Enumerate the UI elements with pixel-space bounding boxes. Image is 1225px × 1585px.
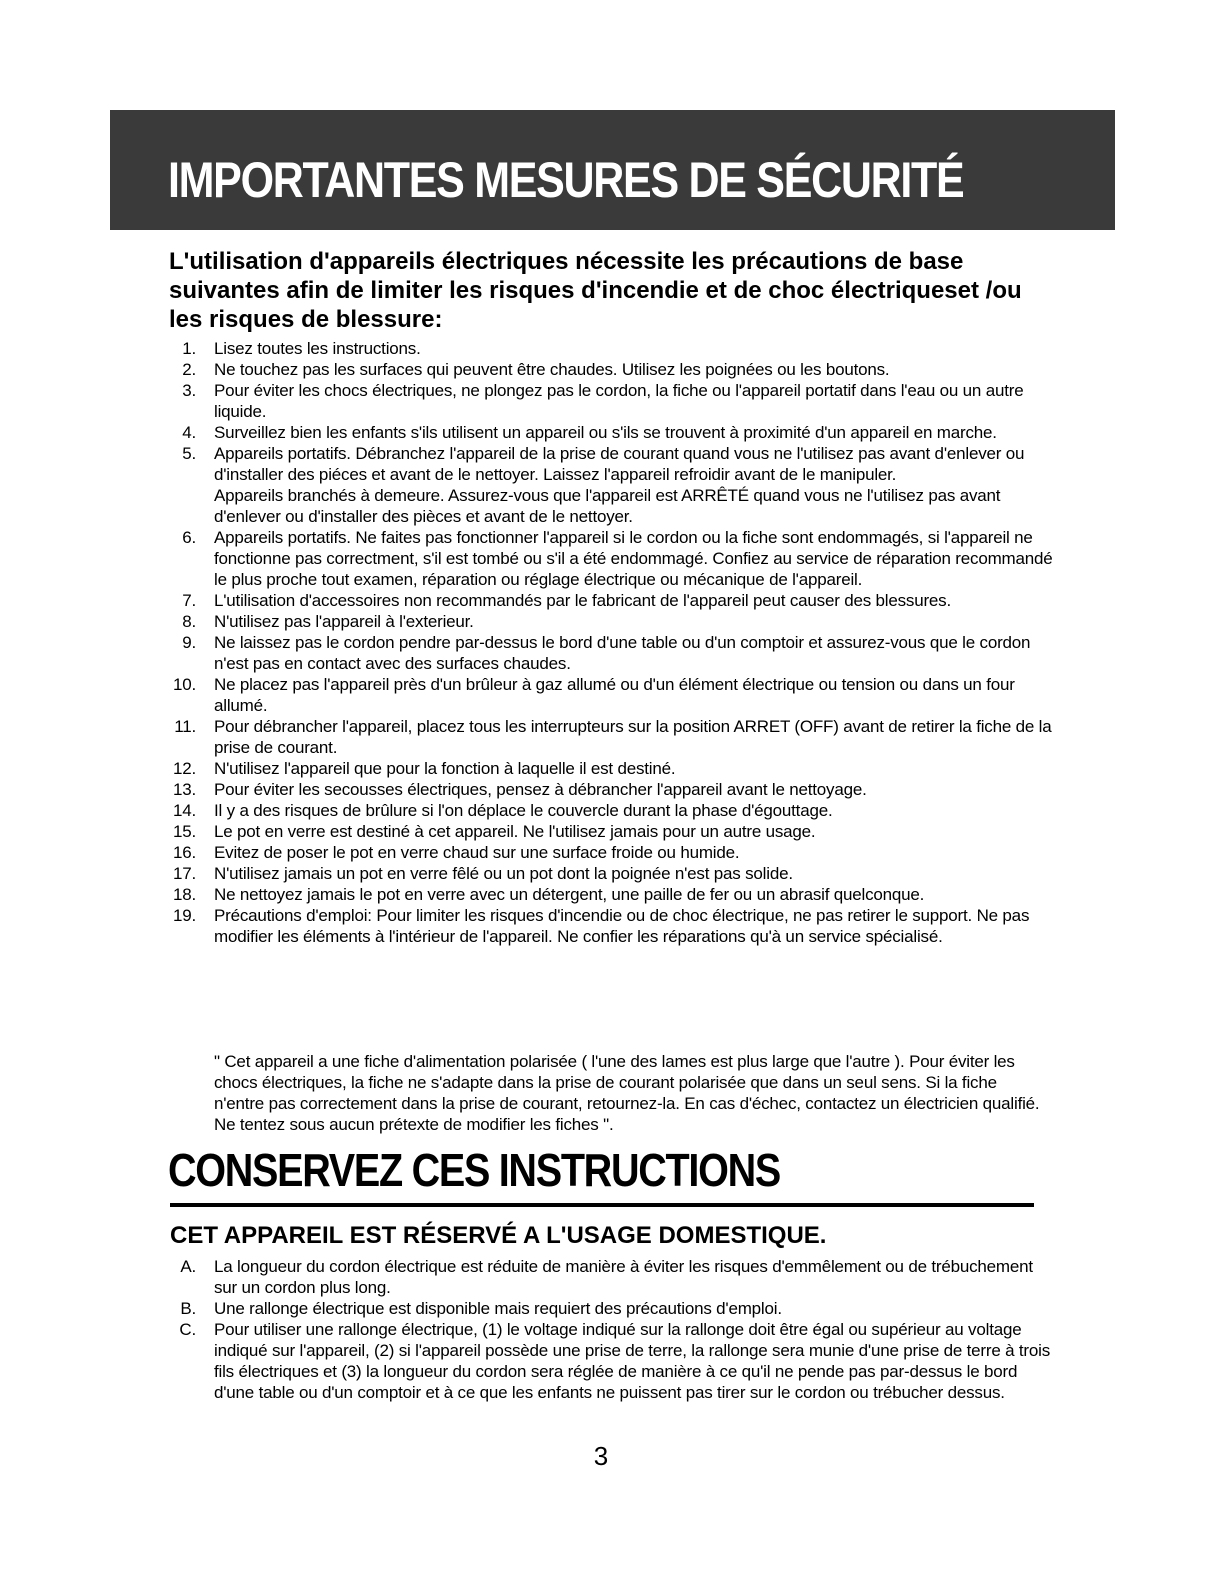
list-item — [160, 527, 1060, 590]
list-item-number: 11. — [174, 717, 196, 736]
list-item-number: 3. — [182, 381, 196, 400]
list-item-number: 12. — [172, 759, 196, 778]
list-item-text: Précautions d'emploi: Pour limiter les risques d'incendie ou de choc électrique, ne pas retirer le support. Ne pas modifier les éléments à l'intérieur de l'appareil. Ne confier les réparations qu'à un service spécialisé. — [214, 906, 1030, 946]
list-item-text: N'utilisez l'appareil que pour la fonction à laquelle il est destiné. — [214, 759, 676, 778]
list-item-number: 2. — [182, 360, 196, 379]
instructions-list — [160, 338, 1060, 947]
list-item-number: 10. — [172, 675, 196, 694]
list-item — [160, 884, 1060, 905]
title-banner — [110, 110, 1115, 230]
list-item-number: B. — [180, 1299, 196, 1318]
list-item-text: Surveillez bien les enfants s'ils utilisent un appareil ou s'ils se trouvent à proximité d'un appareil en marche. — [214, 423, 997, 442]
list-item-number: 17. — [172, 864, 196, 883]
list-item — [160, 1256, 1060, 1298]
list-item-number: 7. — [182, 591, 196, 610]
list-item-number: 19. — [172, 906, 196, 925]
list-item — [160, 443, 1060, 485]
list-item-number: 1. — [182, 339, 196, 358]
list-item — [160, 611, 1060, 632]
list-item-text: Le pot en verre est destiné à cet appareil. Ne l'utilisez jamais pour un autre usage. — [214, 822, 816, 841]
list-item-text: Appareils portatifs. Ne faites pas fonctionner l'appareil si le cordon ou la fiche sont endommagés, si l'appareil ne fonctionne pas correctment, s'il est tombé ou s'il a été endommagé. Confiez au service de réparation recommandé le plus proche tout examen, réparation ou réglage électrique ou mécanique de l'appareil. — [214, 528, 1053, 589]
list-item-text: Evitez de poser le pot en verre chaud sur une surface froide ou humide. — [214, 843, 740, 862]
list-item-subparagraph: Appareils branchés à demeure. Assurez-vous que l'appareil est ARRÊTÉ quand vous ne l'utilisez pas avant d'enlever ou d'installer des pièces et avant de le nettoyer. — [214, 486, 1001, 526]
list-item-text: N'utilisez pas l'appareil à l'exterieur. — [214, 612, 474, 631]
list-item — [160, 359, 1060, 380]
list-item — [160, 590, 1060, 611]
list-item — [160, 674, 1060, 716]
list-item — [160, 1298, 1060, 1319]
page-title: IMPORTANTES MESURES DE SÉCURITÉ — [168, 152, 964, 208]
list-item — [160, 779, 1060, 800]
list-item-text: Appareils portatifs. Débranchez l'appareil de la prise de courant quand vous ne l'utilisez pas avant d'enlever ou d'installer des piéces et avant de le nettoyer. Laissez l'appareil refroidir avant de le manipuler. — [214, 444, 1025, 484]
list-item-number: 13. — [172, 780, 196, 799]
list-item — [160, 863, 1060, 884]
list-item — [160, 338, 1060, 359]
list-item-number: 9. — [182, 633, 196, 652]
list-item-text: Pour débrancher l'appareil, placez tous les interrupteurs sur la position ARRET (OFF) avant de retirer la fiche de la prise de courant. — [214, 717, 1052, 757]
list-item-number: 4. — [182, 423, 196, 442]
list-item-text: La longueur du cordon électrique est réduite de manière à éviter les risques d'emmêlement ou de trébuchement sur un cordon plus long. — [214, 1257, 1033, 1297]
list-item-number: A. — [180, 1257, 196, 1276]
list-item-text: Pour éviter les chocs électriques, ne plongez pas le cordon, la fiche ou l'appareil portatif dans l'eau ou un autre liquide. — [214, 381, 1024, 421]
list-item — [160, 716, 1060, 758]
list-item-text: Une rallonge électrique est disponible mais requiert des précautions d'emploi. — [214, 1299, 782, 1318]
list-item-text: Ne touchez pas les surfaces qui peuvent être chaudes. Utilisez les poignées ou les boutons. — [214, 360, 890, 379]
list-item-text: Il y a des risques de brûlure si l'on déplace le couvercle durant la phase d'égouttage. — [214, 801, 833, 820]
list-item-text: Pour éviter les secousses électriques, pensez à débrancher l'appareil avant le nettoyage. — [214, 780, 867, 799]
list-item-number: 5. — [182, 444, 196, 463]
list-item-number: 14. — [172, 801, 196, 820]
list-item — [160, 905, 1060, 947]
list-item — [160, 1319, 1060, 1403]
list-item-number: C. — [179, 1320, 196, 1339]
conserve-heading: CONSERVEZ CES INSTRUCTIONS — [168, 1144, 780, 1196]
list-item-text: N'utilisez jamais un pot en verre fêlé ou un pot dont la poignée n'est pas solide. — [214, 864, 793, 883]
list-item-text: Lisez toutes les instructions. — [214, 339, 421, 358]
list-item-text: Pour utiliser une rallonge électrique, (1) le voltage indiqué sur la rallonge doit être égal ou supérieur au voltage indiqué sur l'appareil, (2) si l'appareil possède une prise de terre, la rallonge sera munie d'une prise de terre à trois fils électriques et (3) la longueur du cordon sera réglée de manière à ce qu'il ne pende pas par-dessus le bord d'une table ou d'un comptoir et à ce que les enfants ne puissent pas tirer sur le cordon ou trébucher dessus. — [214, 1320, 1051, 1402]
cord-notes-list — [160, 1256, 1060, 1403]
divider-rule — [170, 1203, 1034, 1207]
list-item — [160, 800, 1060, 821]
list-item — [160, 422, 1060, 443]
list-item — [160, 632, 1060, 674]
list-item-text: L'utilisation d'accessoires non recommandés par le fabricant de l'appareil peut causer des blessures. — [214, 591, 952, 610]
list-item — [160, 842, 1060, 863]
polarized-plug-note: " Cet appareil a une fiche d'alimentation polarisée ( l'une des lames est plus large que l'autre ). Pour éviter les chocs électriques, la fiche ne s'adapte dans la prise de courant polarisée que dans un seul sens. Si la fiche n'entre pas correctement dans la prise de courant, retournez-la. En cas d'échec, contactez un électricien qualifié. Ne tentez sous aucun prétexte de modifier les fiches ". — [214, 1052, 1040, 1134]
list-item-text: Ne placez pas l'appareil près d'un brûleur à gaz allumé ou d'un élément électrique ou tension ou dans un four allumé. — [214, 675, 1015, 715]
list-item-number: 15. — [172, 822, 196, 841]
list-item — [160, 821, 1060, 842]
list-item — [160, 758, 1060, 779]
list-item-number: 16. — [172, 843, 196, 862]
intro-paragraph: L'utilisation d'appareils électriques nécessite les précautions de base suivantes afin de limiter les risques d'incendie et de choc électriqueset /ou les risques de blessure: — [169, 248, 1022, 333]
list-item-text: Ne laissez pas le cordon pendre par-dessus le bord d'une table ou d'un comptoir et assurez-vous que le cordon n'est pas en contact avec des surfaces chaudes. — [214, 633, 1031, 673]
list-item-number: 18. — [172, 885, 196, 904]
list-item-number: 6. — [182, 528, 196, 547]
list-item-text: Ne nettoyez jamais le pot en verre avec un détergent, une paille de fer ou un abrasif quelconque. — [214, 885, 925, 904]
domestic-use-heading: CET APPAREIL EST RÉSERVÉ A L'USAGE DOMESTIQUE. — [170, 1222, 827, 1249]
list-item-number: 8. — [182, 612, 196, 631]
page-number: 3 — [593, 1441, 609, 1471]
list-item — [160, 380, 1060, 422]
